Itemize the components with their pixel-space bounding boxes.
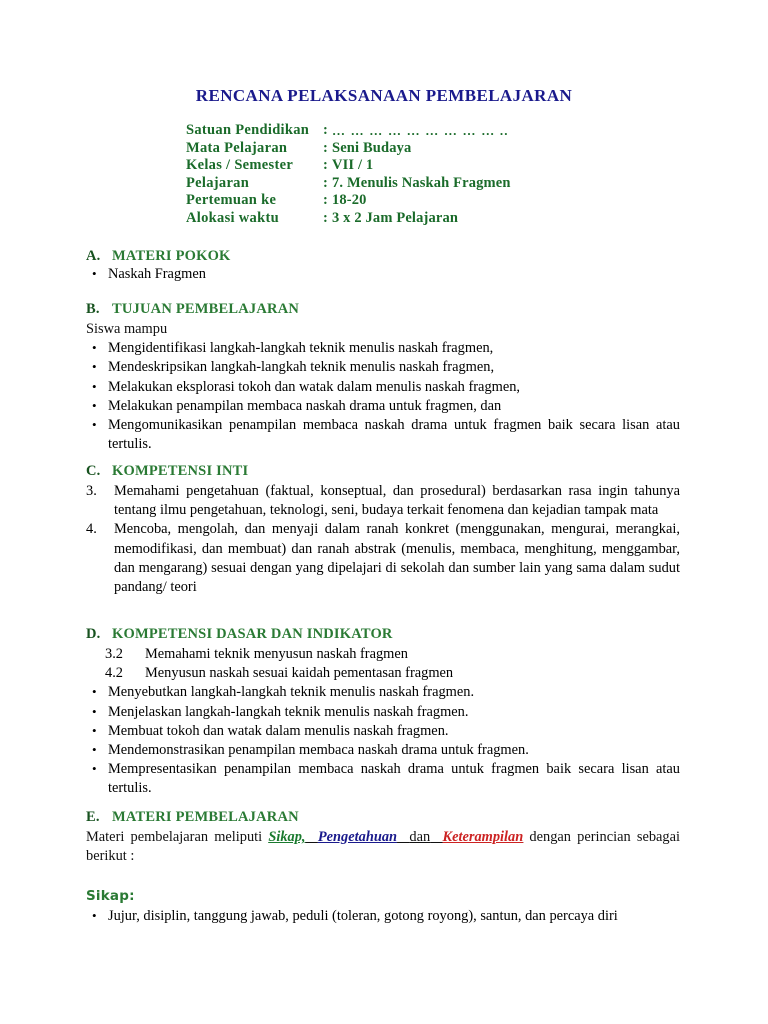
highlight-keterampilan: Keterampilan [442, 829, 524, 845]
identity-separator: : [323, 209, 328, 226]
item-text: Mencoba, mengolah, dan menyaji dalam ranah konkret (menggunakan, mengurai, merangkai, memodifikasi, dan membuat) dan ranah abstrak (menulis, membaca, menghitung, menggambar, dan mengarang) sesuai dengan yang dipelajari di sekolah dan sumber lain yang sama dalam sudut pandang/ teori [114, 521, 680, 596]
list-item: • Melakukan eksplorasi tokoh dan watak dalam menulis naskah fragmen, [86, 378, 680, 397]
materi-intro-text-2: dengan perincian sebagai berikut : [86, 829, 681, 865]
identity-value: … … … … … … … … … .. [332, 123, 509, 138]
section-heading [86, 626, 680, 643]
section-heading [86, 248, 680, 265]
list-item: • Membuat tokoh dan watak dalam menulis naskah fragmen. [86, 722, 680, 741]
list-item: • Mengidentifikasi langkah-langkah teknik menulis naskah fragmen, [86, 339, 680, 358]
section-kompetensi-dasar [86, 626, 680, 799]
list-item: • Jujur, disiplin, tanggung jawab, peduli (toleran, gotong royong), santun, dan percaya diri [86, 907, 680, 926]
kd-text: Menyusun naskah sesuai kaidah pementasan fragmen [145, 665, 454, 682]
list-item: • Mempresentasikan penampilan membaca naskah drama untuk fragmen baik secara lisan atau tertulis. [86, 760, 680, 798]
item-text: Memahami pengetahuan (faktual, konseptual, dan prosedural) berdasarkan rasa ingin tahunya tentang ilmu pengetahuan, teknologi, seni, budaya terkait fenomena dan kejadian tampak mata [114, 483, 680, 519]
sikap-subheading: Sikap: [86, 888, 135, 905]
list-item: • Mendemonstrasikan penampilan membaca naskah drama untuk fragmen. [86, 741, 680, 760]
identity-value: 18-20 [332, 192, 367, 209]
list-item: • Naskah Fragmen [86, 265, 680, 284]
identity-value: 3 x 2 Jam Pelajaran [332, 209, 459, 226]
section-title: TUJUAN PEMBELAJARAN [112, 301, 300, 317]
indikator-list [86, 683, 680, 798]
item-number: 3. [86, 483, 97, 499]
section-materi-pembelajaran [86, 809, 680, 927]
materi-intro-text-1: Materi pembelajaran meliputi [86, 829, 269, 845]
section-tujuan-pembelajaran [86, 301, 680, 454]
section-letter: C. [86, 463, 101, 479]
list-item: • Melakukan penampilan membaca naskah drama untuk fragmen, dan [86, 397, 680, 416]
identity-label: Kelas / Semester [186, 157, 294, 174]
identity-value: VII / 1 [332, 157, 374, 174]
identity-label: Pelajaran [186, 174, 250, 191]
identity-separator: : [323, 122, 328, 138]
section-title: MATERI POKOK [112, 248, 231, 264]
sikap-list [86, 907, 680, 926]
identity-separator: : [323, 174, 328, 191]
identity-value: 7. Menulis Naskah Fragmen [332, 174, 511, 191]
kd-item [105, 645, 680, 664]
highlight-group [268, 829, 523, 845]
materi-pokok-list [86, 265, 680, 284]
identity-separator: : [323, 192, 328, 209]
identity-label: Pertemuan ke [186, 192, 277, 209]
item-number: 4. [86, 521, 97, 538]
identity-row [186, 140, 686, 158]
page-title: RENCANA PELAKSANAAN PEMBELAJARAN [195, 86, 573, 105]
materi-intro-dan: dan [409, 829, 431, 845]
identity-label: Satuan Pendidikan [186, 122, 310, 138]
section-heading [86, 809, 680, 826]
identity-row [186, 175, 686, 193]
section-kompetensi-inti [86, 463, 680, 597]
section-heading [86, 463, 680, 480]
identity-row [186, 192, 686, 210]
materi-intro-paragraph [86, 828, 680, 866]
section-letter: D. [86, 626, 101, 642]
list-item: • Menyebutkan langkah-langkah teknik menulis naskah fragmen. [86, 683, 680, 702]
section-materi-pokok [86, 248, 680, 284]
identity-row [186, 157, 686, 175]
identity-block [186, 122, 686, 228]
kd-text: Memahami teknik menyusun naskah fragmen [145, 646, 408, 662]
section-title: MATERI PEMBELAJARAN [112, 809, 299, 825]
tujuan-list [86, 339, 680, 454]
list-item: • Menjelaskan langkah-langkah teknik menulis naskah fragmen. [86, 703, 680, 722]
kd-item [105, 664, 680, 683]
identity-row [186, 122, 686, 140]
identity-separator: : [323, 139, 328, 156]
kd-number: 3.2 [105, 646, 123, 662]
identity-label: Mata Pelajaran [186, 139, 288, 156]
tujuan-intro: Siswa mampu [86, 321, 168, 337]
section-letter: E. [86, 809, 100, 825]
list-item: • Mengomunikasikan penampilan membaca naskah drama untuk fragmen baik secara lisan atau tertulis. [86, 416, 680, 454]
section-heading [86, 301, 680, 318]
section-letter: A. [86, 248, 101, 264]
section-letter: B. [86, 301, 100, 317]
identity-separator: : [323, 157, 328, 174]
identity-row [186, 210, 686, 228]
identity-value: Seni Budaya [332, 139, 412, 156]
list-item: • Mendeskripsikan langkah-langkah teknik menulis naskah fragmen, [86, 358, 680, 377]
highlight-pengetahuan: Pengetahuan [317, 829, 398, 845]
numbered-item [86, 520, 680, 597]
section-title: KOMPETENSI INTI [112, 463, 249, 479]
identity-label: Alokasi waktu [186, 209, 279, 226]
numbered-item [86, 482, 680, 520]
kd-number: 4.2 [105, 665, 123, 682]
section-title: KOMPETENSI DASAR DAN INDIKATOR [112, 626, 393, 642]
highlight-sikap: Sikap, [268, 829, 306, 845]
